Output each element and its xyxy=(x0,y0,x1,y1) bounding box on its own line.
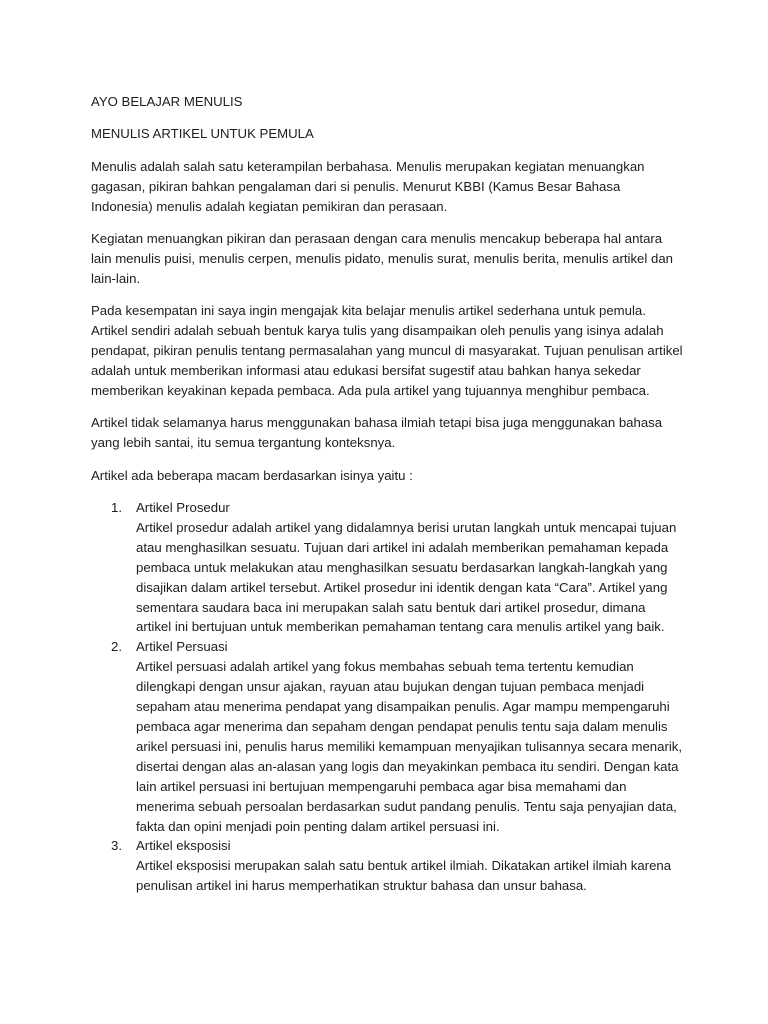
paragraph: Artikel tidak selamanya harus menggunakan bahasa ilmiah tetapi bisa juga menggunakan bahasa yang lebih santai, itu semua tergantung konteksnya. xyxy=(91,415,663,451)
paragraph: Pada kesempatan ini saya ingin mengajak kita belajar menulis artikel sederhana untuk pemula. Artikel sendiri adalah sebuah bentuk karya tulis yang disampaikan oleh penulis yang isinya adalah pendapat, pikiran penulis tentang permasalahan yang muncul di masyarakat. Tujuan penulisan artikel adalah untuk memberikan informasi atau edukasi bersifat sugestif atau bahkan hanya sekedar memberikan keyakinan kepada pembaca. Ada pula artikel yang tujuannya menghibur pembaca. xyxy=(91,303,683,398)
list-item-title: Artikel Prosedur xyxy=(136,500,230,515)
list-item-number: 1. xyxy=(111,500,122,515)
paragraph: Artikel ada beberapa macam berdasarkan isinya yaitu : xyxy=(91,467,413,483)
list-item-body: Artikel eksposisi merupakan salah satu bentuk artikel ilmiah. Dikatakan artikel ilmiah karena penulisan artikel ini harus memperhatikan struktur bahasa dan unsur bahasa. xyxy=(136,858,672,894)
list-item-number: 3. xyxy=(111,838,122,854)
list-item-title: Artikel Persuasi xyxy=(136,639,228,655)
list-item xyxy=(91,836,683,896)
document-subheading: MENULIS ARTIKEL UNTUK PEMULA xyxy=(91,126,314,142)
list-item-body: Artikel persuasi adalah artikel yang fokus membahas sebuah tema tertentu kemudian dilengkapi dengan unsur ajakan, rayuan atau bujukan dengan tujuan pembaca menjadi sepaham atau menerima pendapat yang disampaikan penulis. Agar mampu mempengaruhi pembaca agar menerima dan sepaham dengan pendapat penulis tentu saja dalam menulis arikel persuasi ini, penulis harus memiliki kemampuan menyajikan tulisannya secara menarik, disertai dengan alas an-alasan yang logis dan meyakinkan pembaca itu sendiri. Dengan kata lain artikel persuasi ini bertujuan mempengaruhi pembaca agar bisa memahami dan menerima sebuah persoalan berdasarkan sudut pandang penulis. Tentu saja penyajian data, fakta dan opini menjadi poin penting dalam artikel persuasi ini. xyxy=(136,659,683,834)
paragraph: Kegiatan menuangkan pikiran dan perasaan dengan cara menulis mencakup beberapa hal antara lain menulis puisi, menulis cerpen, menulis pidato, menulis surat, menulis berita, menulis artikel dan lain-lain. xyxy=(91,231,673,286)
list-item xyxy=(91,637,683,836)
document-heading: AYO BELAJAR MENULIS xyxy=(91,94,243,109)
list-item xyxy=(91,498,683,637)
article-types-list xyxy=(91,498,683,896)
list-item-title: Artikel eksposisi xyxy=(136,838,231,854)
list-item-number: 2. xyxy=(111,639,122,655)
paragraph: Menulis adalah salah satu keterampilan berbahasa. Menulis merupakan kegiatan menuangkan gagasan, pikiran bahkan pengalaman dari si penulis. Menurut KBBI (Kamus Besar Bahasa Indonesia) menulis adalah kegiatan pemikiran dan perasaan. xyxy=(91,158,645,214)
document-page xyxy=(91,92,683,896)
list-item-body: Artikel prosedur adalah artikel yang didalamnya berisi urutan langkah untuk mencapai tujuan atau menghasilkan sesuatu. Tujuan dari artikel ini adalah memberikan pemahaman kepada pembaca untuk melakukan atau menghasilkan sesuatu berdasarkan langkah-langkah yang disajikan dalam artikel tersebut. Artikel prosedur ini identik dengan kata “Cara”. Artikel yang sementara saudara baca ini merupakan salah satu bentuk dari artikel prosedur, dimana artikel ini bertujuan untuk memberikan pemahaman tentang cara menulis artikel yang baik. xyxy=(136,519,677,635)
